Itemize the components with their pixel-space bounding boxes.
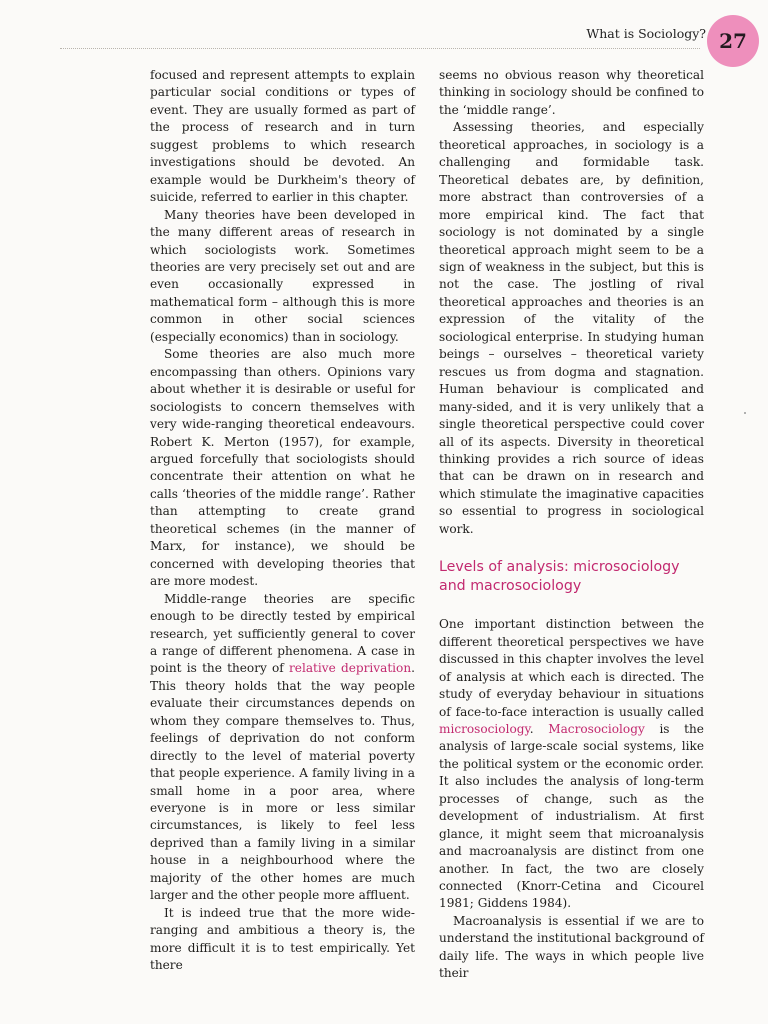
section-heading: Levels of analysis: microsociology and macrosociology xyxy=(439,559,680,595)
key-term-macrosociology: Macrosociology xyxy=(548,721,645,736)
paragraph: Macroanalysis is essential if we are to understand the institutional background of daily life. The ways in which people live their xyxy=(439,913,704,981)
paragraph-text: One important distinction between the different theoretical perspectives we have discussed in this chapter involves the level of analysis at which each is directed. The study of everyday behaviour in situations of face-to-face interaction is usually called xyxy=(439,617,704,719)
paragraph: Assessing theories, and especially theoretical approaches, in sociology is a challenging and formidable task. Theoretical debates are, by definition, more abstract than controversies of a more empirical kind. The fact that sociology is not dominated by a single theoretical approach might seem to be a sign of weakness in the subject, but this is not the case. The jostling of rival theoretical approaches and theories is an expression of the vitality of the sociological enterprise. In studying human beings – ourselves – theoretical variety rescues us from dogma and stagnation. Human behaviour is complicated and many-sided, and it is very unlikely that a single theoretical perspective could cover all of its aspects. Diversity in theoretical thinking provides a rich source of ideas that can be drawn on in research and which stimulate the imaginative capacities so essential to progress in sociological work. xyxy=(439,120,704,536)
margin-speck xyxy=(744,412,746,414)
paragraph: seems no obvious reason why theoretical thinking in sociology should be confined to the ‘middle range’. xyxy=(439,68,704,117)
header-rule xyxy=(60,48,700,49)
left-column xyxy=(150,67,415,975)
paragraph: focused and represent attempts to explain particular social conditions or types of event. They are usually formed as part of the process of research and in turn suggest problems to which research investigations should be devoted. An example would be Durkheim's theory of suicide, referred to earlier in this chapter. xyxy=(150,68,415,205)
key-term-microsociology: microsociology xyxy=(439,721,530,736)
running-head: What is Sociology? xyxy=(586,26,706,41)
punctuation: . xyxy=(529,721,534,736)
paragraph xyxy=(150,591,415,905)
paragraph-text: is the analysis of large-scale social systems, like the political system or the economic order. It also includes the analysis of long-term processes of change, such as the development of industrialism. At first glance, it might seem that microanalysis and macroanalysis are distinct from one another. In fact, the two are closely connected (Knorr-Cetina and Cicourel 1981; Giddens 1984). xyxy=(439,721,704,911)
paragraph: It is indeed true that the more wide-ranging and ambitious a theory is, the more difficult it is to test empirically. Yet there xyxy=(150,905,415,973)
paragraph-text: . This theory holds that the way people evaluate their circumstances depends on whom they compare themselves to. Thus, feelings of deprivation do not conform directly to the level of material poverty that people experience. A family living in a small home in a poor area, where everyone is in more or less similar circumstances, is likely to feel less deprived than a family living in a similar house in a neighbourhood where the majority of the other homes are much larger and the other people more affluent. xyxy=(150,661,415,903)
paragraph: Many theories have been developed in the many different areas of research in which sociologists work. Sometimes theories are very precisely set out and are even occasionally expressed in mathematical form – although this is more common in other social sciences (especially economics) than in sociology. xyxy=(150,207,415,344)
paragraph-text: Middle-range theories are specific enough to be directly tested by empirical research, yet sufficiently general to cover a range of different phenomena. A case in point is the theory of xyxy=(150,591,415,676)
paragraph xyxy=(439,616,704,913)
key-term-relative-deprivation: relative deprivation xyxy=(289,661,412,676)
right-column xyxy=(439,67,704,983)
page-number-badge: 27 xyxy=(707,15,759,67)
paragraph: Some theories are also much more encompassing than others. Opinions vary about whether it is desirable or useful for sociologists to concern themselves with very wide-ranging theoretical endeavours. Robert K. Merton (1957), for example, argued forcefully that sociologists should concentrate their attention on what he calls ‘theories of the middle range’. Rather than attempting to create grand theoretical schemes (in the manner of Marx, for instance), we should be concerned with developing theories that are more modest. xyxy=(150,347,415,589)
